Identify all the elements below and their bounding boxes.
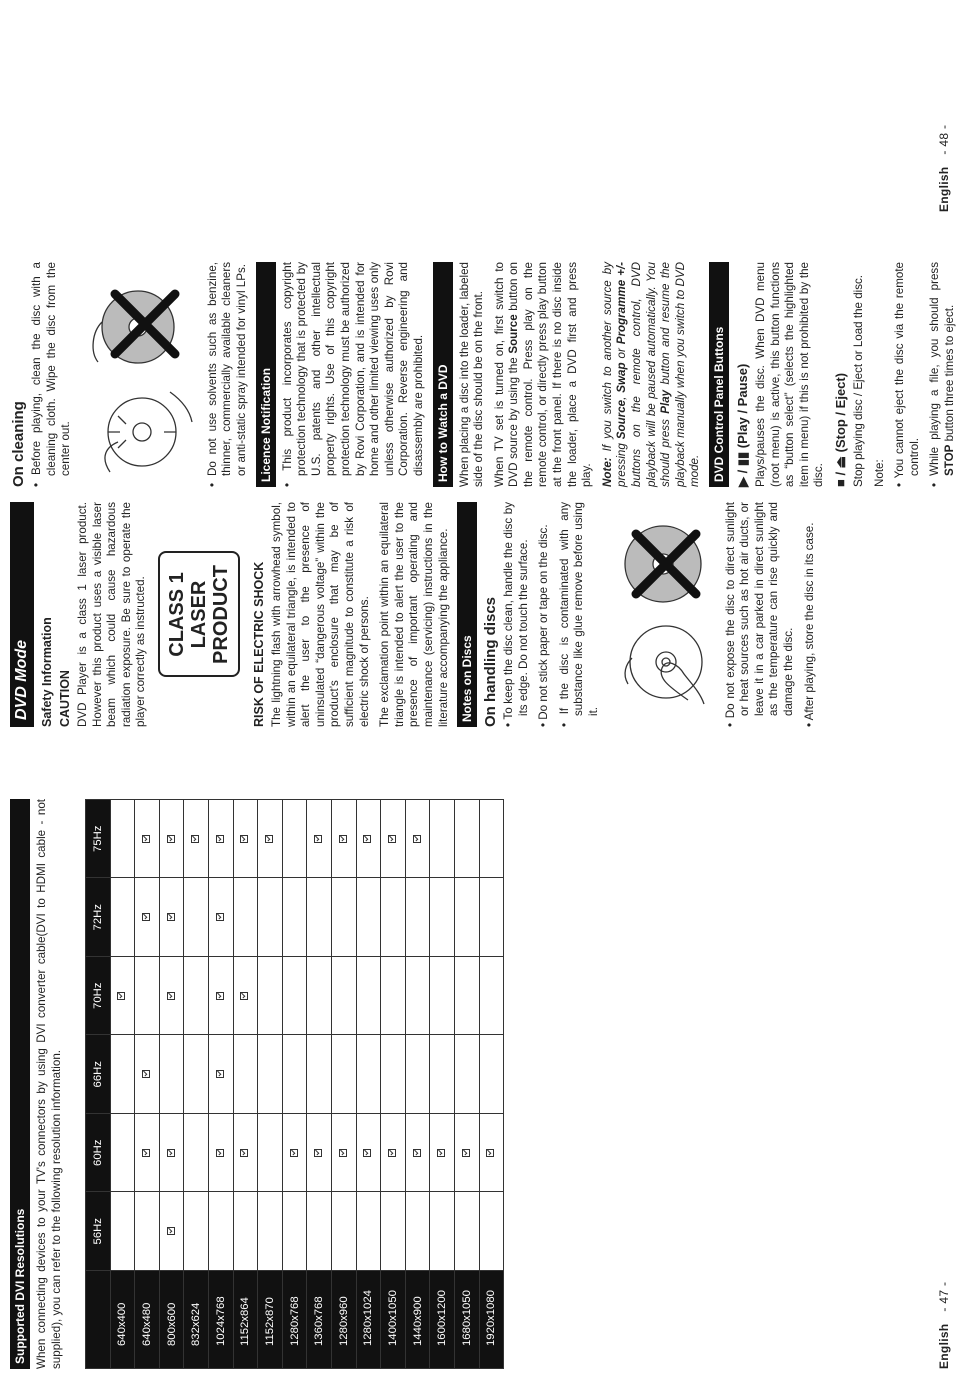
table-cell [282, 1035, 307, 1114]
checkmark-icon [240, 992, 248, 1000]
resolution-label: 832x624 [184, 1271, 209, 1369]
table-cell [430, 1192, 455, 1271]
table-cell [258, 800, 283, 879]
checkmark-icon [142, 1070, 150, 1078]
table-row [331, 800, 356, 1369]
shock-heading: RISK OF ELECTRIC SHOCK [251, 561, 266, 727]
checkmark-icon [486, 1149, 494, 1157]
checkmark-icon [388, 835, 396, 843]
table-cell [381, 878, 406, 957]
table-cell [159, 1192, 184, 1271]
resolution-label: 640x400 [110, 1271, 135, 1369]
table-cell [233, 878, 258, 957]
disc-handling-illustration [608, 515, 718, 715]
checkmark-icon [216, 835, 224, 843]
checkmark-icon [363, 835, 371, 843]
table-cell [110, 957, 135, 1036]
resolution-table [85, 799, 504, 1369]
table-cell [258, 957, 283, 1036]
table-cell [233, 1035, 258, 1114]
table-row [430, 800, 455, 1369]
notes-heading: Notes on Discs [457, 502, 477, 727]
table-body [110, 800, 504, 1369]
table-row [135, 800, 160, 1369]
checkmark-icon [290, 1149, 298, 1157]
caution-text: DVD Player is a class 1 laser product. However this product uses a visible laser beam which could cause hazardous radiation exposure. Be sure to operate the player correctly as instructed. [76, 502, 148, 727]
table-cell [381, 800, 406, 879]
table-cell [110, 878, 135, 957]
resolution-label: 1024x768 [208, 1271, 233, 1369]
cleaning-heading: On cleaning [10, 401, 27, 487]
resolution-label: 1280x768 [282, 1271, 307, 1369]
table-cell [331, 800, 356, 879]
watch-text-2: When TV set is turned on, first switch to DVD source by using the Source button on the remote control. Press play on the remote control, or directly press play button at the front panel. If there is no disc inside the loader, place a DVD first and press play. [492, 262, 594, 487]
table-cell [331, 1114, 356, 1193]
checkmark-icon [413, 1149, 421, 1157]
table-cell [454, 800, 479, 879]
stop-eject-heading: ■ / ⏏ (Stop / Eject) [832, 372, 848, 487]
table-cell [110, 800, 135, 879]
handling-bullet-5: • After playing, store the disc in its case. [803, 502, 818, 727]
checkmark-icon [339, 835, 347, 843]
checkmark-icon [216, 1070, 224, 1078]
table-cell [479, 1035, 504, 1114]
handling-heading: On handling discs [482, 596, 500, 727]
licence-heading: Licence Notification [256, 262, 276, 487]
play-pause-heading: ▶ / ▮▮ (Play / Pause) [735, 363, 750, 487]
column-2 [10, 262, 964, 487]
table-cell [208, 957, 233, 1036]
table-cell [135, 1035, 160, 1114]
page-number-48: English- 48 - [937, 124, 951, 212]
table-cell [454, 1192, 479, 1271]
solvent-bullet: • Do not use solvents such as benzine, thinner, commercially available cleaners or anti-static spray intended for vinyl LPs. [206, 262, 250, 487]
table-cell [184, 800, 209, 879]
cleaning-bullet: • Before playing, clean the disc with a cleaning cloth. Wipe the disc from the center out. [30, 262, 74, 487]
checkmark-icon [167, 913, 175, 921]
table-cell [208, 1114, 233, 1193]
shock-text-1: The lightning flash with arrowhead symbol, within an equilateral triangle, is intended to alert the user to the presence of uninsulated “dangerous voltage” within the product’s enclosure that may be of sufficient magnitude to constitute a risk of electric shock of persons. [269, 502, 371, 727]
table-cell [405, 1035, 430, 1114]
table-row [381, 800, 406, 1369]
dvi-intro: When connecting devices to your TV's connectors by using DVI converter cable(DVI to HDMI cable - not supplied), you can refer to the following resolution information. [35, 799, 63, 1369]
table-cell [331, 878, 356, 957]
col-72hz: 72Hz [86, 878, 111, 957]
table-cell [307, 800, 332, 879]
table-cell [430, 800, 455, 879]
table-cell [479, 1114, 504, 1193]
page-48 [10, 0, 956, 727]
table-row [356, 800, 381, 1369]
table-cell [381, 1192, 406, 1271]
table-row [208, 800, 233, 1369]
resolution-label: 1360x768 [307, 1271, 332, 1369]
checkmark-icon [265, 835, 273, 843]
table-row [479, 800, 504, 1369]
table-cell [135, 800, 160, 879]
checkmark-icon [314, 1149, 322, 1157]
table-cell [282, 1114, 307, 1193]
play-pause-icon: ▶ / ▮▮ [735, 451, 750, 487]
watch-text-1: When placing a disc into the loader, labeled side of the disc should be on the front. [457, 262, 486, 487]
table-cell [208, 800, 233, 879]
checkmark-icon [240, 835, 248, 843]
checkmark-icon [462, 1149, 470, 1157]
table-cell [258, 878, 283, 957]
table-cell [307, 1192, 332, 1271]
table-cell [479, 957, 504, 1036]
table-cell [208, 1035, 233, 1114]
table-row [307, 800, 332, 1369]
table-cell [135, 957, 160, 1036]
corner-cell [86, 1271, 111, 1369]
table-cell [159, 878, 184, 957]
table-cell [430, 1114, 455, 1193]
resolution-label: 1440x900 [405, 1271, 430, 1369]
checkmark-icon [167, 1149, 175, 1157]
page-47 [10, 784, 951, 1369]
table-header-row [86, 800, 111, 1369]
table-cell [356, 1114, 381, 1193]
col-75hz: 75Hz [86, 800, 111, 879]
checkmark-icon [388, 1149, 396, 1157]
table-row [233, 800, 258, 1369]
table-cell [307, 878, 332, 957]
col-70hz: 70Hz [86, 957, 111, 1036]
table-cell [282, 878, 307, 957]
checkmark-icon [240, 1149, 248, 1157]
table-cell [430, 957, 455, 1036]
checkmark-icon [339, 1149, 347, 1157]
resolution-label: 1280x960 [331, 1271, 356, 1369]
checkmark-icon [167, 835, 175, 843]
checkmark-icon [142, 913, 150, 921]
table-row [159, 800, 184, 1369]
handling-bullet-1: • To keep the disc clean, handle the disc by its edge. Do not touch the surface. [502, 502, 531, 727]
table-cell [405, 1114, 430, 1193]
table-cell [430, 1035, 455, 1114]
table-cell [282, 800, 307, 879]
table-cell [110, 1192, 135, 1271]
table-cell [356, 1035, 381, 1114]
resolution-label: 1400x1050 [381, 1271, 406, 1369]
table-cell [184, 1114, 209, 1193]
safety-heading: Safety Information [40, 617, 54, 727]
table-cell [479, 878, 504, 957]
dvi-heading: Supported DVI Resolutions [10, 799, 30, 1369]
checkmark-icon [216, 913, 224, 921]
table-cell [331, 1192, 356, 1271]
table-cell [405, 878, 430, 957]
table-cell [282, 1192, 307, 1271]
table-row [110, 800, 135, 1369]
table-cell [258, 1114, 283, 1193]
checkmark-icon [167, 1227, 175, 1235]
checkmark-icon [363, 1149, 371, 1157]
table-cell [233, 957, 258, 1036]
table-cell [381, 1114, 406, 1193]
resolution-label: 1600x1200 [430, 1271, 455, 1369]
table-cell [405, 957, 430, 1036]
resolution-label: 1152x870 [258, 1271, 283, 1369]
play-pause-text: Plays/pauses the disc. When DVD menu (root menu) is active, this button functions as “button select” (selects the highlighted item in menu) if this is not prohibited by the disc. [754, 262, 826, 487]
column-1 [10, 502, 823, 727]
handling-bullet-4: • Do not expose the disc to direct sunlight or heat sources such as hot air ducts, or leave it in a car parked in direct sunlight as the temperature can rise quickly and damage the disc. [724, 502, 797, 727]
checkmark-icon [314, 835, 322, 843]
col-66hz: 66Hz [86, 1035, 111, 1114]
table-cell [184, 1192, 209, 1271]
disc-cleaning-illustration [80, 267, 200, 482]
resolution-label: 1680x1050 [454, 1271, 479, 1369]
note-bullet-1: • You cannot eject the disc via the remote control. [893, 262, 922, 487]
table-cell [159, 957, 184, 1036]
table-cell [282, 957, 307, 1036]
watch-heading: How to Watch a DVD [433, 262, 453, 487]
table-cell [454, 878, 479, 957]
checkmark-icon [167, 992, 175, 1000]
table-cell [159, 800, 184, 879]
table-cell [233, 1192, 258, 1271]
table-row [282, 800, 307, 1369]
col-60hz: 60Hz [86, 1114, 111, 1193]
table-cell [479, 800, 504, 879]
table-cell [356, 1192, 381, 1271]
table-row [405, 800, 430, 1369]
checkmark-icon [117, 992, 125, 1000]
table-cell [307, 957, 332, 1036]
table-cell [233, 800, 258, 879]
resolution-label: 1920x1080 [479, 1271, 504, 1369]
table-cell [258, 1035, 283, 1114]
checkmark-icon [216, 1149, 224, 1157]
table-cell [110, 1035, 135, 1114]
table-cell [307, 1035, 332, 1114]
resolution-label: 640x480 [135, 1271, 160, 1369]
table-cell [159, 1035, 184, 1114]
table-cell [135, 1192, 160, 1271]
resolution-label: 1280x1024 [356, 1271, 381, 1369]
checkmark-icon [413, 835, 421, 843]
watch-note: Note: If you switch to another source by pressing Source, Swap or Programme +/- buttons on the remote control, DVD playback will be paused automatically. You should press Play button and resume the playback manually when you switch to DVD mode. [600, 262, 702, 487]
table-row [454, 800, 479, 1369]
table-cell [430, 878, 455, 957]
dvd-mode-title: DVD Mode [10, 502, 34, 727]
table-cell [208, 1192, 233, 1271]
table-cell [479, 1192, 504, 1271]
table-cell [331, 1035, 356, 1114]
table-cell [307, 1114, 332, 1193]
table-cell [454, 957, 479, 1036]
table-cell [208, 878, 233, 957]
table-cell [135, 1114, 160, 1193]
resolution-label: 800x600 [159, 1271, 184, 1369]
caution-heading: CAUTION [58, 670, 72, 727]
table-cell [405, 1192, 430, 1271]
table-cell [135, 878, 160, 957]
panel-buttons-heading: DVD Control Panel Buttons [709, 262, 729, 487]
table-cell [258, 1192, 283, 1271]
table-row [184, 800, 209, 1369]
table-cell [356, 957, 381, 1036]
table-cell [381, 1035, 406, 1114]
laser-label: CLASS 1 LASER PRODUCT [158, 552, 240, 678]
checkmark-icon [216, 992, 224, 1000]
checkmark-icon [437, 1149, 445, 1157]
stop-eject-icon: ■ / ⏏ [832, 456, 848, 487]
table-cell [184, 878, 209, 957]
page-number-47: English- 47 - [937, 1281, 951, 1369]
table-cell [184, 1035, 209, 1114]
table-cell [454, 1114, 479, 1193]
table-cell [159, 1114, 184, 1193]
handling-bullet-2: • Do not stick paper or tape on the disc. [537, 502, 552, 727]
shock-text-2: The exclamation point within an equilateral triangle is intended to alert the user to the presence of important operating and maintenance (servicing) instructions in the literature accompanying the appliance. [378, 502, 450, 727]
stop-eject-text: Stop playing disc / Eject or Load the disc. [851, 274, 865, 487]
table-cell [184, 957, 209, 1036]
licence-text: • This product incorporates copyright protection technology that is protected by U.S. patents and other intellectual property rights. Use of this copyright protection technology must be authorized by Rovi Corporation, and is intended for home and other limited viewing uses only unless otherwise authorized by Rovi Corporation. Reverse engineering and disassembly are prohibited. [281, 262, 427, 487]
table-cell [331, 957, 356, 1036]
note-label: Note: [872, 459, 886, 487]
table-cell [233, 1114, 258, 1193]
col-56hz: 56Hz [86, 1192, 111, 1271]
checkmark-icon [191, 835, 199, 843]
table-cell [381, 957, 406, 1036]
handling-bullet-3: • If the disc is contaminated with any substance like glue remove before using it. [558, 502, 602, 727]
resolution-label: 1152x864 [233, 1271, 258, 1369]
table-cell [356, 800, 381, 879]
table-cell [356, 878, 381, 957]
table-row [258, 800, 283, 1369]
table-cell [110, 1114, 135, 1193]
table-cell [405, 800, 430, 879]
checkmark-icon [142, 835, 150, 843]
table-cell [454, 1035, 479, 1114]
checkmark-icon [142, 1149, 150, 1157]
note-bullet-2: • While playing a file, you should press STOP button three times to eject. [928, 262, 957, 487]
